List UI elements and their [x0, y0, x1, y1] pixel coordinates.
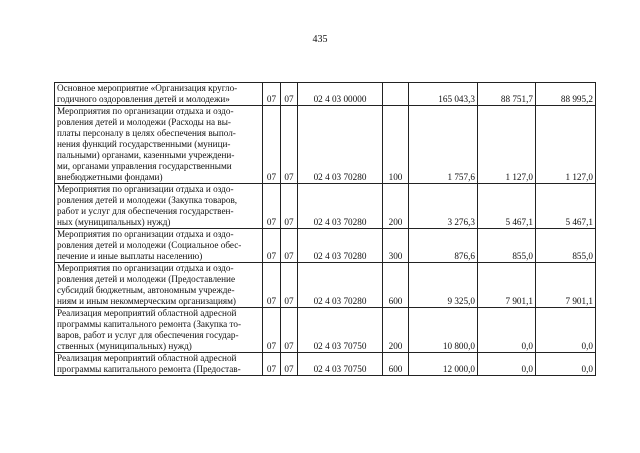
- table-row: [55, 308, 596, 353]
- expense-name-line: Реализация мероприятий областной адресной: [57, 308, 237, 318]
- expense-type-cell: 300: [383, 229, 409, 263]
- expense-name-line: ми, органами управления государственными: [57, 161, 232, 171]
- expense-name-line: программы капитального ремонта (Предостав-: [57, 364, 241, 374]
- expense-name-line: Основное мероприятие «Организация кругло-: [57, 83, 238, 93]
- expense-name-cell: [55, 184, 263, 229]
- expense-name-line: платы персоналу в целях обеспечения выпол-: [57, 128, 236, 138]
- expense-name-cell: [55, 308, 263, 353]
- expense-name-line: внебюджетными фондами): [57, 172, 163, 182]
- amount-year1-cell: 10 800,0: [409, 308, 478, 353]
- expense-name-cell: [55, 83, 263, 106]
- amount-year3-cell: 0,0: [536, 353, 596, 376]
- expense-name-line: печение и иные выплаты населению): [57, 251, 203, 261]
- target-article-cell: 02 4 03 70280: [298, 184, 383, 229]
- budget-table: [54, 82, 596, 376]
- target-article-cell: 02 4 03 70280: [298, 263, 383, 308]
- table-row: [55, 353, 596, 376]
- expense-name-line: ственных (муниципальных) нужд): [57, 341, 192, 351]
- expense-name-cell: [55, 263, 263, 308]
- table-row: [55, 263, 596, 308]
- subsection-code-cell: 07: [281, 263, 298, 308]
- expense-name-line: Мероприятия по организации отдыха и оздо-: [57, 184, 234, 194]
- target-article-cell: 02 4 03 70750: [298, 308, 383, 353]
- amount-year1-cell: 876,6: [409, 229, 478, 263]
- amount-year2-cell: 0,0: [478, 353, 536, 376]
- subsection-code-cell: 07: [281, 184, 298, 229]
- expense-name-line: ниям и иным некоммерческим организациям): [57, 296, 236, 306]
- expense-name-line: годичного оздоровления детей и молодежи»: [57, 94, 230, 104]
- amount-year3-cell: 855,0: [536, 229, 596, 263]
- amount-year3-cell: 7 901,1: [536, 263, 596, 308]
- expense-name-line: Мероприятия по организации отдыха и оздо-: [57, 106, 234, 116]
- expense-name-line: ровления детей и молодежи (Закупка товаров,: [57, 195, 238, 205]
- expense-type-cell: 100: [383, 106, 409, 184]
- expense-name-line: программы капитального ремонта (Закупка то-: [57, 319, 242, 329]
- page-number: 435: [312, 34, 328, 45]
- expense-name-line: работ и услуг для обеспечения государствен-: [57, 206, 234, 216]
- expense-name-cell: [55, 106, 263, 184]
- expense-name-line: ровления детей и молодежи (Социальное обес-: [57, 240, 242, 250]
- subsection-code-cell: 07: [281, 83, 298, 106]
- expense-name-line: ровления детей и молодежи (Расходы на вы-: [57, 117, 231, 127]
- amount-year1-cell: 9 325,0: [409, 263, 478, 308]
- section-code-cell: 07: [263, 229, 281, 263]
- target-article-cell: 02 4 03 70750: [298, 353, 383, 376]
- amount-year2-cell: 7 901,1: [478, 263, 536, 308]
- amount-year2-cell: 0,0: [478, 308, 536, 353]
- expense-type-cell: [383, 83, 409, 106]
- target-article-cell: 02 4 03 00000: [298, 83, 383, 106]
- table-row: [55, 106, 596, 184]
- table-row: [55, 83, 596, 106]
- section-code-cell: 07: [263, 106, 281, 184]
- section-code-cell: 07: [263, 184, 281, 229]
- table-row: [55, 229, 596, 263]
- section-code-cell: 07: [263, 353, 281, 376]
- amount-year3-cell: 88 995,2: [536, 83, 596, 106]
- target-article-cell: 02 4 03 70280: [298, 229, 383, 263]
- expense-type-cell: 200: [383, 184, 409, 229]
- expense-name-line: варов, работ и услуг для обеспечения государ-: [57, 330, 239, 340]
- expense-name-cell: [55, 353, 263, 376]
- target-article-cell: 02 4 03 70280: [298, 106, 383, 184]
- expense-type-cell: 200: [383, 308, 409, 353]
- amount-year1-cell: 12 000,0: [409, 353, 478, 376]
- amount-year1-cell: 1 757,6: [409, 106, 478, 184]
- expense-name-line: Реализация мероприятий областной адресной: [57, 353, 237, 363]
- expense-name-line: нения функций государственными (муници-: [57, 139, 231, 149]
- section-code-cell: 07: [263, 83, 281, 106]
- expense-name-line: пальными) органами, казенными учреждени-: [57, 150, 235, 160]
- subsection-code-cell: 07: [281, 229, 298, 263]
- section-code-cell: 07: [263, 308, 281, 353]
- expense-name-line: Мероприятия по организации отдыха и оздо-: [57, 229, 234, 239]
- subsection-code-cell: 07: [281, 353, 298, 376]
- subsection-code-cell: 07: [281, 308, 298, 353]
- amount-year3-cell: 1 127,0: [536, 106, 596, 184]
- table-row: [55, 184, 596, 229]
- amount-year1-cell: 3 276,3: [409, 184, 478, 229]
- expense-type-cell: 600: [383, 353, 409, 376]
- table-body: [55, 83, 596, 376]
- amount-year2-cell: 5 467,1: [478, 184, 536, 229]
- expense-name-line: субсидий бюджетным, автономным учрежде-: [57, 285, 235, 295]
- expense-name-line: ных (муниципальных) нужд): [57, 217, 171, 227]
- expense-name-cell: [55, 229, 263, 263]
- expense-type-cell: 600: [383, 263, 409, 308]
- amount-year2-cell: 855,0: [478, 229, 536, 263]
- amount-year3-cell: 0,0: [536, 308, 596, 353]
- subsection-code-cell: 07: [281, 106, 298, 184]
- expense-name-line: ровления детей и молодежи (Предоставление: [57, 274, 236, 284]
- amount-year2-cell: 1 127,0: [478, 106, 536, 184]
- section-code-cell: 07: [263, 263, 281, 308]
- expense-name-line: Мероприятия по организации отдыха и оздо-: [57, 263, 234, 273]
- amount-year3-cell: 5 467,1: [536, 184, 596, 229]
- amount-year2-cell: 88 751,7: [478, 83, 536, 106]
- amount-year1-cell: 165 043,3: [409, 83, 478, 106]
